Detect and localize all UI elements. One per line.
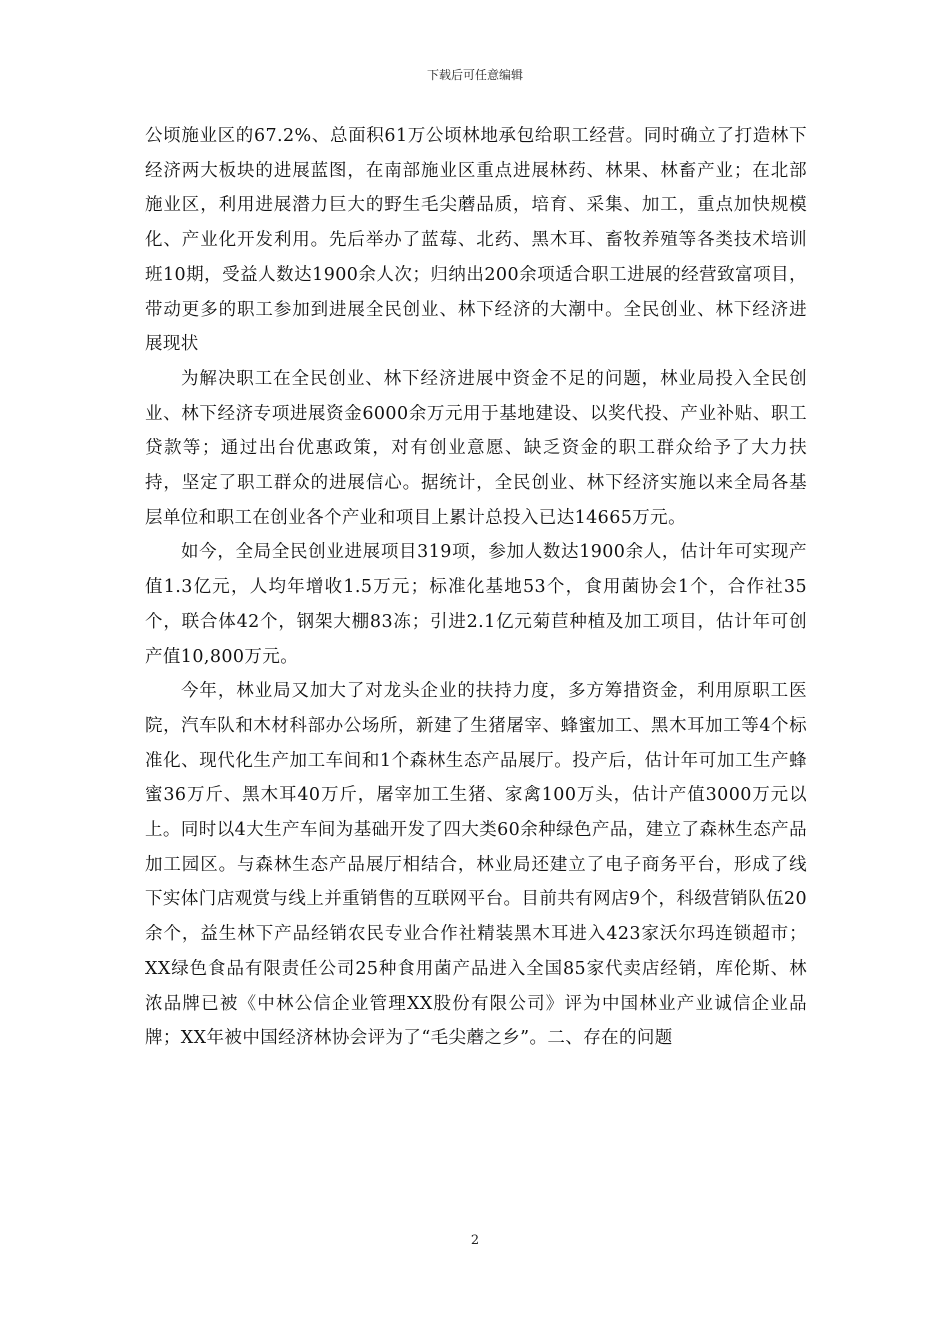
document-body — [145, 119, 807, 1056]
paragraph-2: 为解决职工在全民创业、林下经济进展中资金不足的问题，林业局投入全民创业、林下经济专项进展资金6000余万元用于基地建设、以奖代投、产业补贴、职工贷款等；通过出台优惠政策，对有创业意愿、缺乏资金的职工群众给予了大力扶持，坚定了职工群众的进展信心。据统计，全民创业、林下经济实施以来全局各基层单位和职工在创业各个产业和项目上累计总投入已达14665万元。 — [145, 368, 807, 528]
page-number: 2 — [470, 1233, 480, 1248]
paragraph-3: 如今，全局全民创业进展项目319项，参加人数达1900余人，估计年可实现产值1.3亿元，人均年增收1.5万元；标准化基地53个，食用菌协会1个，合作社35个，联合体42个，钢架大棚83冻；引进2.1亿元菊苣种植及加工项目，估计年可创产值10,800万元。 — [145, 542, 807, 667]
paragraph-1: 公顷施业区的67.2%、总面积61万公顷林地承包给职工经营。同时确立了打造林下经济两大板块的进展蓝图，在南部施业区重点进展林药、林果、林畜产业；在北部施业区，利用进展潜力巨大的野生毛尖蘑品质，培育、采集、加工，重点加快规模化、产业化开发利用。先后举办了蓝莓、北药、黑木耳、畜牧养殖等各类技术培训班10期，受益人数达1900余人次；归纳出200余项适合职工进展的经营致富项目，带动更多的职工参加到进展全民创业、林下经济的大潮中。全民创业、林下经济进展现状 — [145, 126, 807, 355]
paragraph-4: 今年，林业局又加大了对龙头企业的扶持力度，多方筹措资金，利用原职工医院，汽车队和木材科部办公场所，新建了生猪屠宰、蜂蜜加工、黑木耳加工等4个标准化、现代化生产加工车间和1个森林生态产品展厅。投产后，估计年可加工生产蜂蜜36万斤、黑木耳40万斤，屠宰加工生猪、家禽100万头，估计产值3000万元以上。同时以4大生产车间为基础开发了四大类60余种绿色产品，建立了森林生态产品加工园区。与森林生态产品展厅相结合，林业局还建立了电子商务平台，形成了线下实体门店观赏与线上并重销售的互联网平台。目前共有网店9个，科级营销队伍20余个，益生林下产品经销农民专业合作社精装黑木耳进入423家沃尔玛连锁超市；XX绿色食品有限责任公司25种食用菌产品进入全国85家代卖店经销，库伦斯、林浓品牌已被《中林公信企业管理XX股份有限公司》评为中国林业产业诚信企业品牌；XX年被中国经济林协会评为了“毛尖蘑之乡”。二、存在的问题 — [145, 681, 807, 1049]
page-header: 下载后可任意编辑 — [426, 68, 523, 82]
